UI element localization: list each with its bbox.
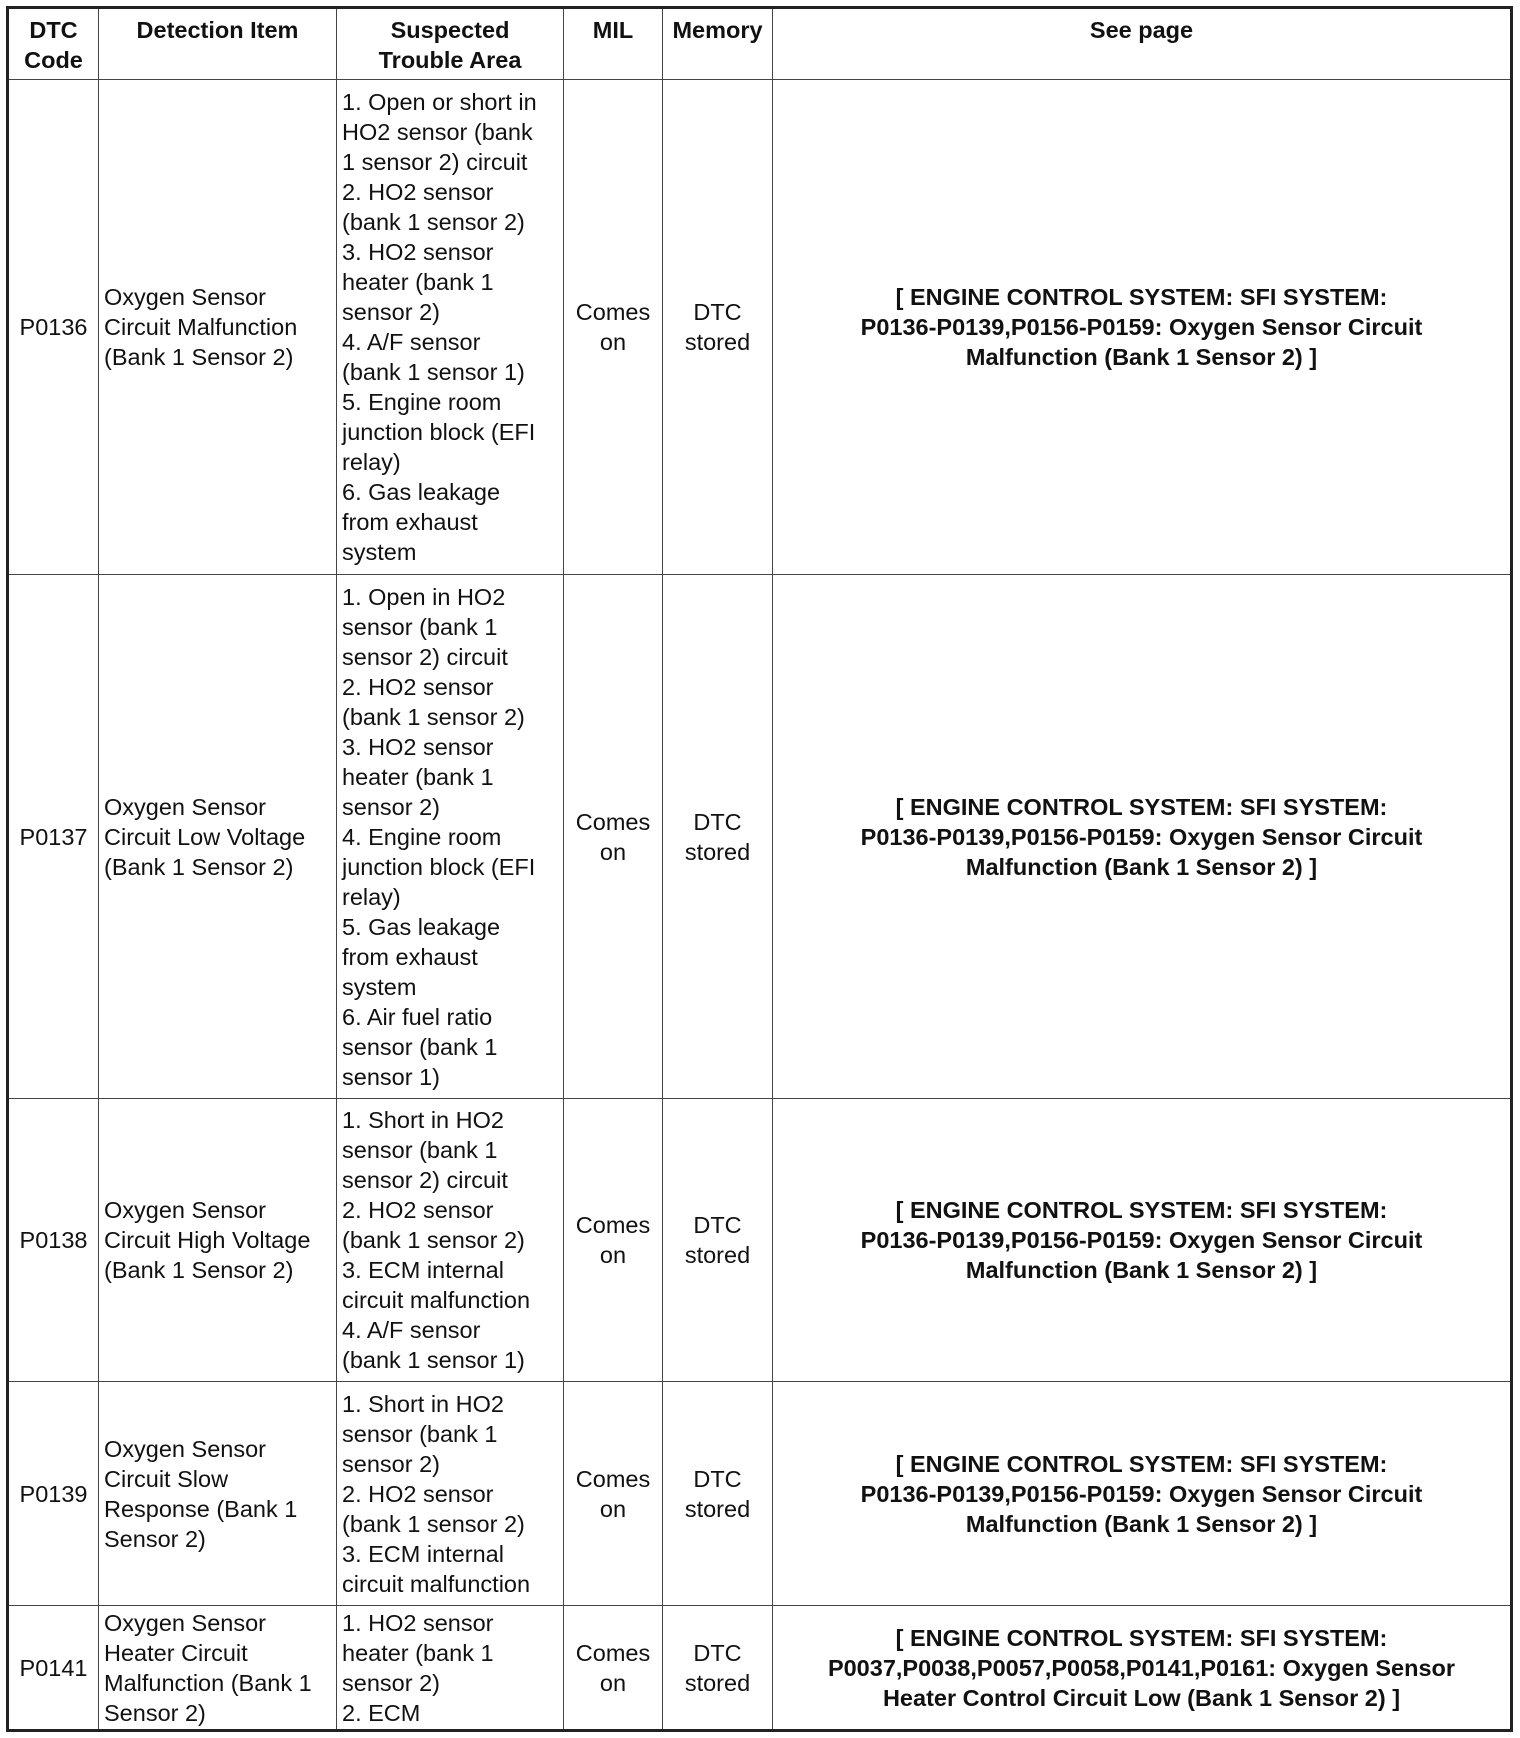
cell-text-line: 1. Open or short in xyxy=(342,89,537,115)
cell-text-line: 3. HO2 sensor xyxy=(342,239,494,265)
cell-text-line: (bank 1 sensor 1) xyxy=(342,1347,525,1373)
cell-text-line: on xyxy=(599,329,627,355)
detection-item-cell xyxy=(99,80,337,575)
header-detection-item xyxy=(99,8,337,80)
dtc-table xyxy=(6,6,1513,1732)
header-suspected-trouble-area xyxy=(337,8,564,80)
cell-text-line: 2. HO2 sensor xyxy=(342,1197,494,1223)
cell-text-line: 2. HO2 sensor xyxy=(342,673,494,700)
detection-item-cell xyxy=(99,1606,337,1731)
detection-item-cell xyxy=(99,1099,337,1382)
see-page-link[interactable] xyxy=(773,80,1512,575)
cell-text-line: Code xyxy=(24,47,83,73)
cell-text-line: Oxygen Sensor xyxy=(104,1435,266,1462)
header-see-page xyxy=(773,8,1512,80)
cell-text-line: 3. ECM internal xyxy=(342,1257,504,1283)
cell-text-line: Comes xyxy=(575,808,651,835)
cell-text-line: sensor 2) xyxy=(342,1669,440,1696)
cell-text-line: sensor 2) xyxy=(342,1450,440,1477)
detection-item-cell xyxy=(99,575,337,1099)
cell-text-line: 4. Engine room xyxy=(342,823,502,850)
cell-text-line: from exhaust xyxy=(342,943,478,970)
cell-text-line: DTC xyxy=(29,17,78,43)
detection-item-cell xyxy=(99,1382,337,1606)
mil-cell xyxy=(564,575,663,1099)
cell-text-line: 2. HO2 sensor xyxy=(342,179,494,205)
cell-text-line: sensor (bank 1 xyxy=(342,1033,498,1060)
cell-text-line: stored xyxy=(684,1242,751,1268)
cell-text-line: sensor 2) xyxy=(342,299,440,325)
cell-text-line: Heater Control Circuit Low (Bank 1 Sensor 2) ] xyxy=(882,1684,1401,1711)
memory-cell xyxy=(663,80,773,575)
cell-text-line: Oxygen Sensor xyxy=(104,793,266,820)
cell-text-line: heater (bank 1 xyxy=(342,1639,494,1666)
cell-text-line: Oxygen Sensor xyxy=(104,1609,266,1636)
cell-text-line: Comes xyxy=(575,1639,651,1666)
see-page-link[interactable] xyxy=(773,1099,1512,1382)
cell-text-line: HO2 sensor (bank xyxy=(342,119,533,145)
cell-text-line: 6. Air fuel ratio xyxy=(342,1003,493,1030)
cell-text-line: [ ENGINE CONTROL SYSTEM: SFI SYSTEM: xyxy=(895,1197,1388,1223)
cell-text-line: 1. HO2 sensor xyxy=(342,1609,494,1636)
cell-text-line: DTC xyxy=(693,1212,742,1238)
cell-text-line: 1. Open in HO2 xyxy=(342,583,506,610)
trouble-area-cell xyxy=(337,80,564,575)
dtc-code-cell: P0136 xyxy=(8,80,99,575)
table-row-p0138 xyxy=(8,1099,1512,1382)
cell-text-line: (bank 1 sensor 1) xyxy=(342,359,525,385)
cell-text-line: 3. HO2 sensor xyxy=(342,733,494,760)
header-mil xyxy=(564,8,663,80)
cell-text-line: Comes xyxy=(575,1465,651,1492)
cell-text-line: Malfunction (Bank 1 Sensor 2) ] xyxy=(965,1257,1318,1283)
cell-text-line: sensor (bank 1 xyxy=(342,1420,498,1447)
dtc-code-cell: P0137 xyxy=(8,575,99,1099)
cell-text-line: sensor 2) circuit xyxy=(342,1167,508,1193)
cell-text-line: P0037,P0038,P0057,P0058,P0141,P0161: Oxygen Sensor xyxy=(827,1654,1456,1681)
see-page-link[interactable] xyxy=(773,575,1512,1099)
cell-text-line: Suspected xyxy=(390,17,510,43)
table-row-p0136 xyxy=(8,80,1512,575)
cell-text-line: on xyxy=(599,1495,627,1522)
cell-text-line: DTC xyxy=(693,808,742,835)
cell-text-line: sensor 1) xyxy=(342,1063,440,1090)
cell-text-line: (bank 1 sensor 2) xyxy=(342,703,525,730)
cell-text-line: sensor (bank 1 xyxy=(342,613,498,640)
mil-cell xyxy=(564,1606,663,1731)
header-row xyxy=(8,8,1512,80)
cell-text-line: on xyxy=(599,1242,627,1268)
cell-text-line: 3. ECM internal xyxy=(342,1540,504,1567)
trouble-area-cell xyxy=(337,1382,564,1606)
memory-cell xyxy=(663,1099,773,1382)
cell-text-line: Oxygen Sensor xyxy=(104,284,266,310)
cell-text-line: P0136-P0139,P0156-P0159: Oxygen Sensor Circuit xyxy=(860,1227,1423,1253)
cell-text-line: system xyxy=(342,539,417,565)
dtc-code-cell: P0138 xyxy=(8,1099,99,1382)
cell-text-line: 6. Gas leakage xyxy=(342,479,501,505)
dtc-code-cell: P0141 xyxy=(8,1606,99,1731)
mil-cell xyxy=(564,1382,663,1606)
cell-text-line: 1. Short in HO2 xyxy=(342,1107,504,1133)
see-page-link[interactable] xyxy=(773,1606,1512,1731)
cell-text-line: stored xyxy=(684,1669,751,1696)
cell-text-line: Circuit Low Voltage xyxy=(104,823,306,850)
cell-text-line: 4. A/F sensor xyxy=(342,329,481,355)
cell-text-line: Malfunction (Bank 1 Sensor 2) ] xyxy=(965,1510,1318,1537)
cell-text-line: junction block (EFI xyxy=(342,419,536,445)
table-row-p0137 xyxy=(8,575,1512,1099)
trouble-area-cell xyxy=(337,1099,564,1382)
cell-text-line: 1 sensor 2) circuit xyxy=(342,149,528,175)
cell-text-line: sensor 2) circuit xyxy=(342,643,508,670)
trouble-area-cell xyxy=(337,1606,564,1731)
memory-cell xyxy=(663,1606,773,1731)
cell-text-line: heater (bank 1 xyxy=(342,269,494,295)
mil-cell xyxy=(564,80,663,575)
cell-text-line: stored xyxy=(684,1495,751,1522)
cell-text-line: Circuit High Voltage xyxy=(104,1227,311,1253)
cell-text-line: See page xyxy=(1089,17,1194,43)
cell-text-line: relay) xyxy=(342,449,401,475)
dtc-code-cell: P0139 xyxy=(8,1382,99,1606)
cell-text-line: DTC xyxy=(693,299,742,325)
cell-text-line: on xyxy=(599,1669,627,1696)
cell-text-line: 4. A/F sensor xyxy=(342,1317,481,1343)
cell-text-line: heater (bank 1 xyxy=(342,763,494,790)
cell-text-line: Malfunction (Bank 1 xyxy=(104,1669,312,1696)
cell-text-line: [ ENGINE CONTROL SYSTEM: SFI SYSTEM: xyxy=(895,284,1388,310)
cell-text-line: 5. Engine room xyxy=(342,389,502,415)
cell-text-line: DTC xyxy=(693,1465,742,1492)
cell-text-line: system xyxy=(342,973,417,1000)
cell-text-line: [ ENGINE CONTROL SYSTEM: SFI SYSTEM: xyxy=(895,793,1388,820)
cell-text-line: Heater Circuit xyxy=(104,1639,248,1666)
see-page-link[interactable] xyxy=(773,1382,1512,1606)
table-row-p0141 xyxy=(8,1606,1512,1731)
cell-text-line: sensor 2) xyxy=(342,793,440,820)
cell-text-line: 2. HO2 sensor xyxy=(342,1480,494,1507)
cell-text-line: junction block (EFI xyxy=(342,853,536,880)
cell-text-line: (bank 1 sensor 2) xyxy=(342,209,525,235)
cell-text-line: (Bank 1 Sensor 2) xyxy=(104,1257,294,1283)
cell-text-line: Malfunction (Bank 1 Sensor 2) ] xyxy=(965,853,1318,880)
cell-text-line: Circuit Slow xyxy=(104,1465,229,1492)
header-dtc-code xyxy=(8,8,99,80)
cell-text-line: Memory xyxy=(672,17,763,43)
cell-text-line: (Bank 1 Sensor 2) xyxy=(104,344,294,370)
cell-text-line: 5. Gas leakage xyxy=(342,913,501,940)
cell-text-line: Circuit Malfunction xyxy=(104,314,298,340)
cell-text-line: circuit malfunction xyxy=(342,1287,531,1313)
cell-text-line: [ ENGINE CONTROL SYSTEM: SFI SYSTEM: xyxy=(895,1450,1388,1477)
trouble-area-cell xyxy=(337,575,564,1099)
cell-text-line: on xyxy=(599,838,627,865)
cell-text-line: Sensor 2) xyxy=(104,1525,206,1552)
cell-text-line: Comes xyxy=(575,1212,651,1238)
cell-text-line: Trouble Area xyxy=(378,47,522,73)
cell-text-line: Response (Bank 1 xyxy=(104,1495,298,1522)
cell-text-line: Sensor 2) xyxy=(104,1699,206,1726)
cell-text-line: P0136-P0139,P0156-P0159: Oxygen Sensor Circuit xyxy=(860,1480,1423,1507)
cell-text-line: Detection Item xyxy=(136,17,299,43)
table-row-p0139 xyxy=(8,1382,1512,1606)
cell-text-line: circuit malfunction xyxy=(342,1570,531,1597)
cell-text-line: Comes xyxy=(575,299,651,325)
cell-text-line: Malfunction (Bank 1 Sensor 2) ] xyxy=(965,344,1318,370)
cell-text-line: (bank 1 sensor 2) xyxy=(342,1510,525,1537)
cell-text-line: stored xyxy=(684,329,751,355)
cell-text-line: Oxygen Sensor xyxy=(104,1197,266,1223)
header-memory xyxy=(663,8,773,80)
cell-text-line: 1. Short in HO2 xyxy=(342,1390,504,1417)
cell-text-line: stored xyxy=(684,838,751,865)
memory-cell xyxy=(663,575,773,1099)
cell-text-line: P0136-P0139,P0156-P0159: Oxygen Sensor Circuit xyxy=(860,823,1423,850)
cell-text-line: MIL xyxy=(592,17,634,43)
cell-text-line: P0136-P0139,P0156-P0159: Oxygen Sensor Circuit xyxy=(860,314,1423,340)
cell-text-line: relay) xyxy=(342,883,401,910)
mil-cell xyxy=(564,1099,663,1382)
cell-text-line: [ ENGINE CONTROL SYSTEM: SFI SYSTEM: xyxy=(895,1624,1388,1651)
cell-text-line: from exhaust xyxy=(342,509,478,535)
cell-text-line: 2. ECM xyxy=(342,1699,421,1726)
cell-text-line: DTC xyxy=(693,1639,742,1666)
cell-text-line: sensor (bank 1 xyxy=(342,1137,498,1163)
cell-text-line: (Bank 1 Sensor 2) xyxy=(104,853,294,880)
memory-cell xyxy=(663,1382,773,1606)
cell-text-line: (bank 1 sensor 2) xyxy=(342,1227,525,1253)
